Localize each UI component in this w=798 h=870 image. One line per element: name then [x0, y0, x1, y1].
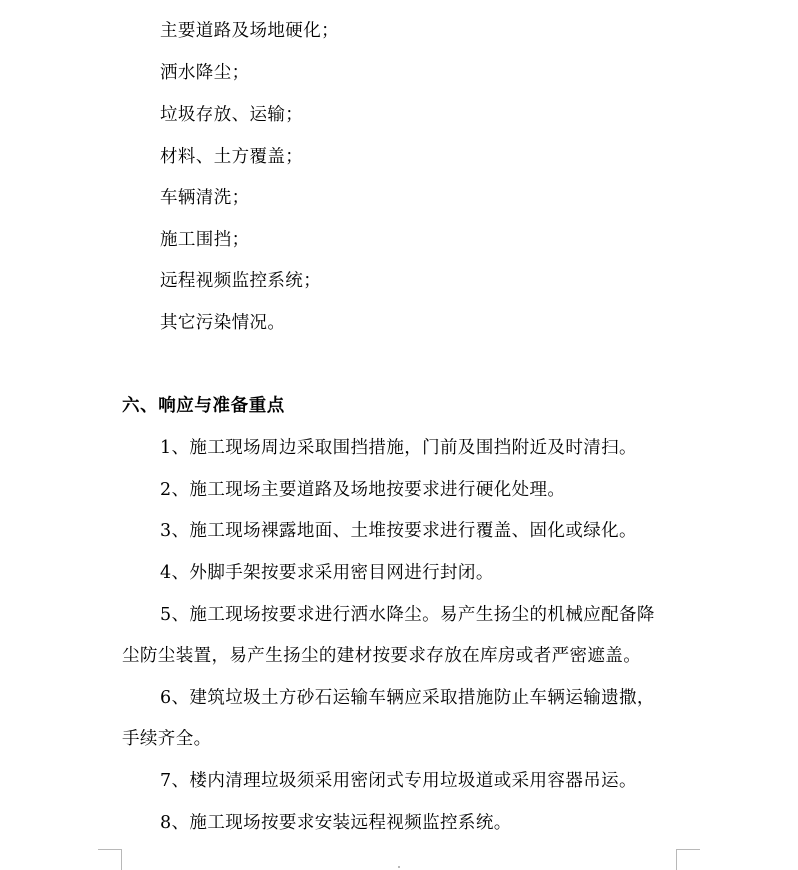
paragraph: 4、外脚手架按要求采用密目网进行封闭。	[160, 563, 494, 583]
crop-mark-left-horizontal	[98, 849, 122, 850]
paragraph-continuation: 尘防尘装置，易产生扬尘的建材按要求存放在库房或者严密遮盖。	[122, 646, 642, 666]
list-item: 远程视频监控系统；	[160, 271, 322, 291]
paragraph: 1、施工现场周边采取围挡措施，门前及围挡附近及时清扫。	[160, 438, 637, 458]
paragraph: 2、施工现场主要道路及场地按要求进行硬化处理。	[160, 480, 566, 500]
paragraph: 5、施工现场按要求进行洒水降尘。易产生扬尘的机械应配备降	[160, 605, 655, 625]
list-item: 主要道路及场地硬化；	[160, 21, 339, 41]
paragraph: 8、施工现场按要求安装远程视频监控系统。	[160, 813, 512, 833]
paragraph: 7、楼内清理垃圾须采用密闭式专用垃圾道或采用容器吊运。	[160, 771, 637, 791]
list-item: 垃圾存放、运输；	[160, 105, 304, 125]
list-item: 洒水降尘；	[160, 63, 250, 83]
paragraph: 6、建筑垃圾土方砂石运输车辆应采取措施防止车辆运输遗撒，	[160, 688, 655, 708]
list-item: 车辆清洗；	[160, 188, 250, 208]
section-heading: 六、响应与准备重点	[122, 396, 285, 416]
crop-mark-right-horizontal	[676, 849, 700, 850]
crop-mark-right-vertical	[676, 849, 677, 870]
list-item: 其它污染情况。	[160, 313, 286, 333]
list-item: 施工围挡；	[160, 230, 250, 250]
crop-mark-left-vertical	[121, 849, 122, 870]
paragraph-continuation: 手续齐全。	[122, 729, 212, 749]
paragraph: 3、施工现场裸露地面、土堆按要求进行覆盖、固化或绿化。	[160, 521, 637, 541]
list-item: 材料、土方覆盖；	[160, 147, 304, 167]
center-mark	[398, 866, 400, 868]
